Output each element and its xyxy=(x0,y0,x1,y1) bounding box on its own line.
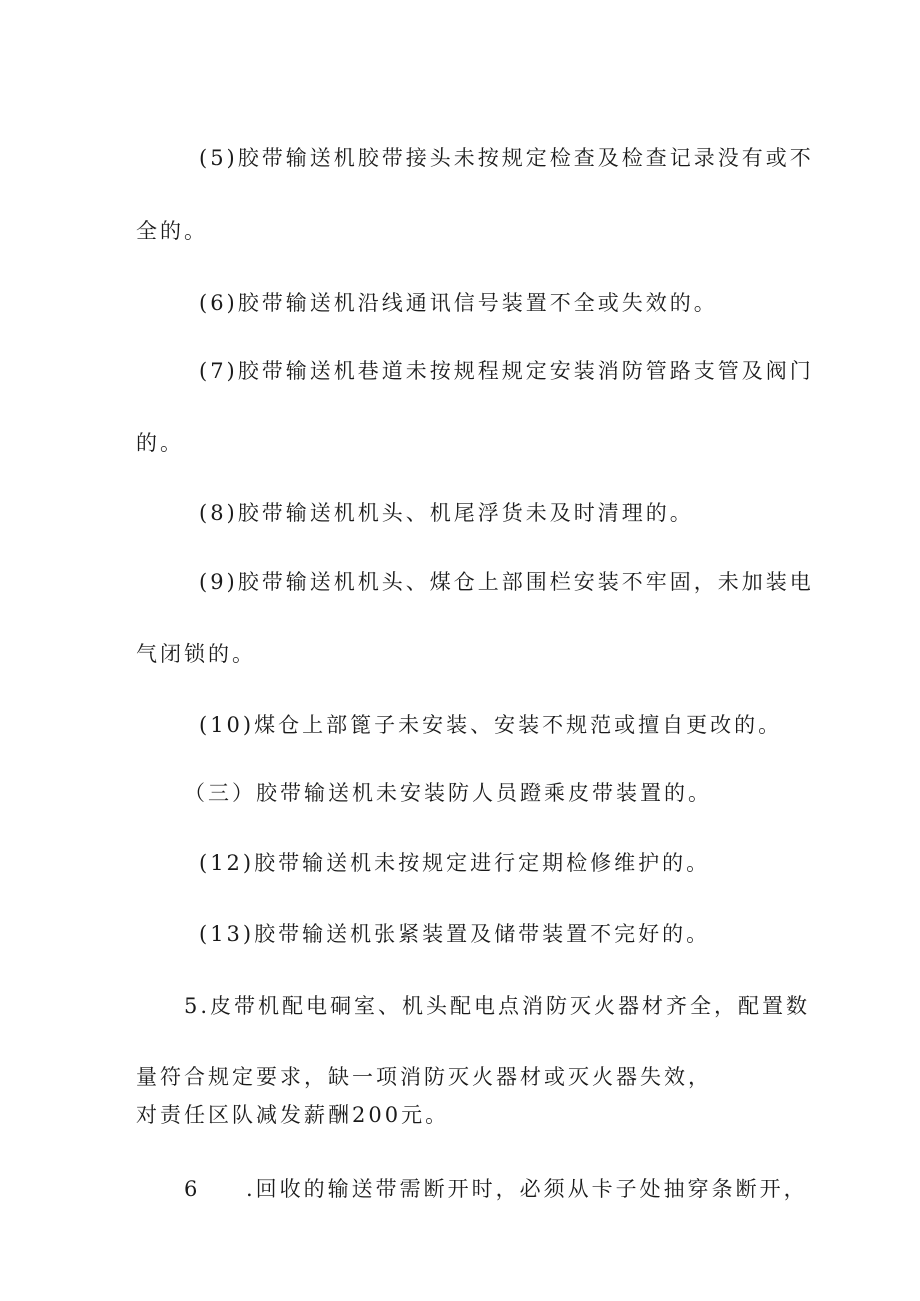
paragraph-11: （三）胶带输送机未安装防人员蹬乘皮带装置的。 xyxy=(184,781,712,805)
paragraph-6: (6)胶带输送机沿线通讯信号装置不全或失效的。 xyxy=(199,291,718,315)
paragraph-7-line-2: 的。 xyxy=(136,431,184,455)
paragraph-10: (10)煤仓上部篦子未安装、安装不规范或擅自更改的。 xyxy=(199,713,783,737)
section-6-number: 6 xyxy=(184,1177,201,1201)
paragraph-13: (13)胶带输送机张紧装置及储带装置不完好的。 xyxy=(199,922,711,946)
section-5-line-3: 对责任区队减发薪酬200元。 xyxy=(136,1103,450,1127)
section-5-line-1: 5.皮带机配电硐室、机头配电点消防灭火器材齐全，配置数 xyxy=(184,994,811,1018)
paragraph-8: (8)胶带输送机机头、机尾浮货未及时清理的。 xyxy=(199,501,694,525)
paragraph-5-line-1: (5)胶带输送机胶带接头未按规定检查及检查记录没有或不 xyxy=(199,146,814,170)
paragraph-7-line-1: (7)胶带输送机巷道未按规程规定安装消防管路支管及阀门 xyxy=(199,359,814,383)
paragraph-12: (12)胶带输送机未按规定进行定期检修维护的。 xyxy=(199,851,711,875)
paragraph-5-line-2: 全的。 xyxy=(136,219,208,243)
section-6-text: .回收的输送带需断开时，必须从卡子处抽穿条断开， xyxy=(246,1177,808,1201)
paragraph-9-line-1: (9)胶带输送机机头、煤仓上部围栏安装不牢固，未加装电 xyxy=(199,570,814,594)
section-5-line-2: 量符合规定要求，缺一项消防灭火器材或灭火器失效， xyxy=(136,1065,712,1089)
paragraph-9-line-2: 气闭锁的。 xyxy=(136,642,256,666)
